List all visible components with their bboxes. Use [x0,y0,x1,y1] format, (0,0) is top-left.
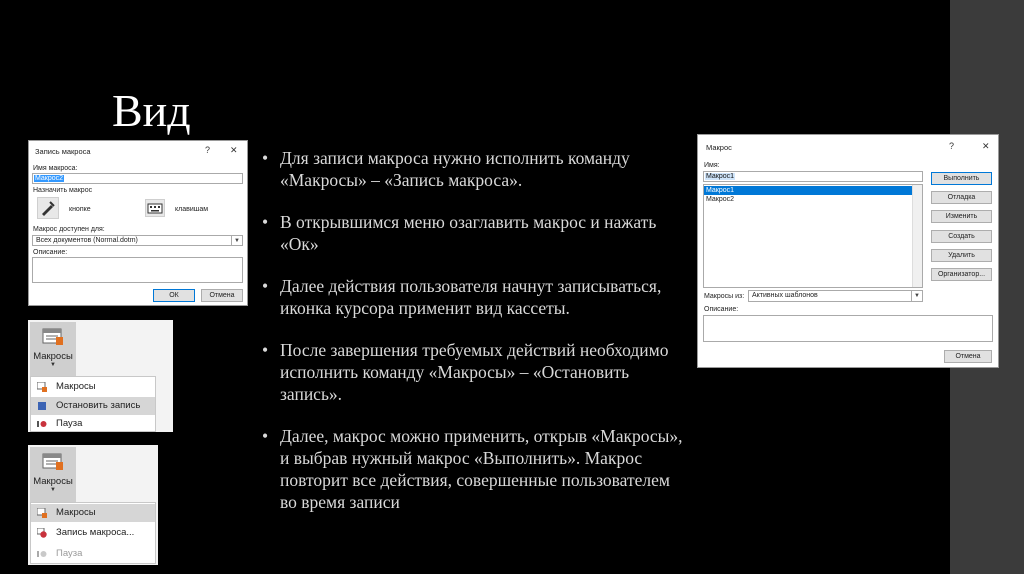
help-button[interactable]: ? [949,141,955,151]
chevron-down-icon: ▼ [50,362,56,368]
stop-icon [37,401,47,411]
dialog-title: Макрос [706,143,732,152]
create-button[interactable]: Создать [931,230,992,243]
macros-ribbon-button[interactable] [30,447,76,505]
description-box [703,315,993,342]
macros-dialog [697,134,999,368]
dialog-title: Запись макроса [35,147,91,156]
record-macro-dialog [28,140,248,306]
bullet-dot: • [262,148,269,168]
assign-to-keyboard-label[interactable]: клавишам [175,206,209,213]
store-macro-value: Всех документов (Normal.dotm) [36,237,138,244]
list-scrollbar[interactable] [912,185,922,287]
assign-to-button-icon[interactable] [37,197,59,219]
menu-item-pause [31,545,155,563]
macro-list[interactable] [703,184,923,288]
help-button[interactable]: ? [205,145,211,155]
bullet-item [262,211,687,255]
record-macro-icon [37,528,47,538]
chevron-down-icon[interactable]: ▼ [231,236,242,245]
macro-name-label: Имя макроса: [33,165,78,172]
macros-small-icon [37,508,47,518]
menu-item-label: Пауза [56,418,83,429]
assign-to-button-label[interactable]: кнопке [69,206,91,213]
macro-name-label: Имя: [704,162,720,169]
menu-item-macros[interactable] [31,378,155,396]
pause-record-icon [37,419,47,429]
bullet-dot: • [262,276,269,296]
menu-item-label: Пауза [56,548,83,559]
cancel-button[interactable]: Отмена [201,289,243,302]
menu-item-macros[interactable] [31,504,155,522]
store-macro-label: Макрос доступен для: [33,226,105,233]
keyboard-icon[interactable] [145,199,165,217]
macro-name-input[interactable] [32,173,243,184]
macros-icon [42,453,64,471]
bullet-dot: • [262,426,269,446]
bullet-dot: • [262,212,269,232]
macros-small-icon [37,382,47,392]
edit-button[interactable]: Изменить [931,210,992,223]
bullet-item [262,147,687,191]
macro-list-item[interactable]: Макрос2 [706,196,735,203]
bullet-dot: • [262,340,269,360]
macro-name-input[interactable] [703,171,923,182]
chevron-down-icon: ▼ [50,487,56,493]
run-button[interactable]: Выполнить [931,172,992,185]
macros-menu-idle [28,445,158,565]
menu-item-record-macro[interactable] [31,524,155,542]
bullet-item [262,339,687,405]
description-input[interactable] [32,257,243,283]
bullet-item [262,425,687,513]
menu-item-label: Запись макроса... [56,527,135,538]
macros-icon [42,328,64,346]
bullet-text: Далее, макрос можно применить, открыв «Макросы», и выбрав нужный макрос «Выполнить». Макрос повторит все действия, совершенные пользователем во время записи [280,426,683,512]
macro-list-item-selected[interactable]: Макрос1 [704,186,912,195]
organizer-button[interactable]: Организатор... [931,268,992,281]
store-macro-dropdown[interactable] [32,235,243,246]
debug-button[interactable]: Отладка [931,191,992,204]
macros-ribbon-label: Макросы [33,476,73,487]
macros-ribbon-label: Макросы [33,351,73,362]
cancel-button[interactable]: Отмена [944,350,992,363]
bullet-text: В открывшимся меню озаглавить макрос и нажать «Ок» [280,212,657,254]
macros-in-value: Активных шаблонов [752,292,818,299]
chevron-down-icon[interactable]: ▼ [911,291,922,301]
delete-button[interactable]: Удалить [931,249,992,262]
macro-name-value: Макрос1 [706,173,735,180]
macros-dropdown-list [30,502,156,564]
pause-record-icon [37,549,47,559]
bullet-text: Далее действия пользователя начнут записываться, иконка курсора применит вид кассеты. [280,276,662,318]
menu-item-label: Макросы [56,507,96,518]
bullet-list [262,147,687,533]
bullet-text: После завершения требуемых действий необходимо исполнить команду «Макросы» – «Остановить запись». [280,340,669,404]
description-label: Описание: [33,249,68,256]
macros-menu-recording [28,320,173,432]
menu-item-pause[interactable] [31,415,155,433]
macro-name-value: Макрос2 [35,175,64,182]
description-label: Описание: [704,306,739,313]
close-icon[interactable]: ✕ [982,141,990,151]
assign-macro-label: Назначить макрос [33,187,93,194]
macros-ribbon-button[interactable] [30,322,76,380]
slide-title: Вид [112,85,191,136]
bullet-item [262,275,687,319]
menu-item-stop-recording[interactable] [31,397,155,415]
menu-item-label: Остановить запись [56,400,141,411]
ok-button[interactable]: ОК [153,289,195,302]
macros-dropdown-list [30,376,156,432]
close-icon[interactable]: ✕ [230,145,238,155]
macros-in-dropdown[interactable] [748,290,923,302]
bullet-text: Для записи макроса нужно исполнить команду «Макросы» – «Запись макроса». [280,148,630,190]
menu-item-label: Макросы [56,381,96,392]
macros-in-label: Макросы из: [704,293,745,300]
